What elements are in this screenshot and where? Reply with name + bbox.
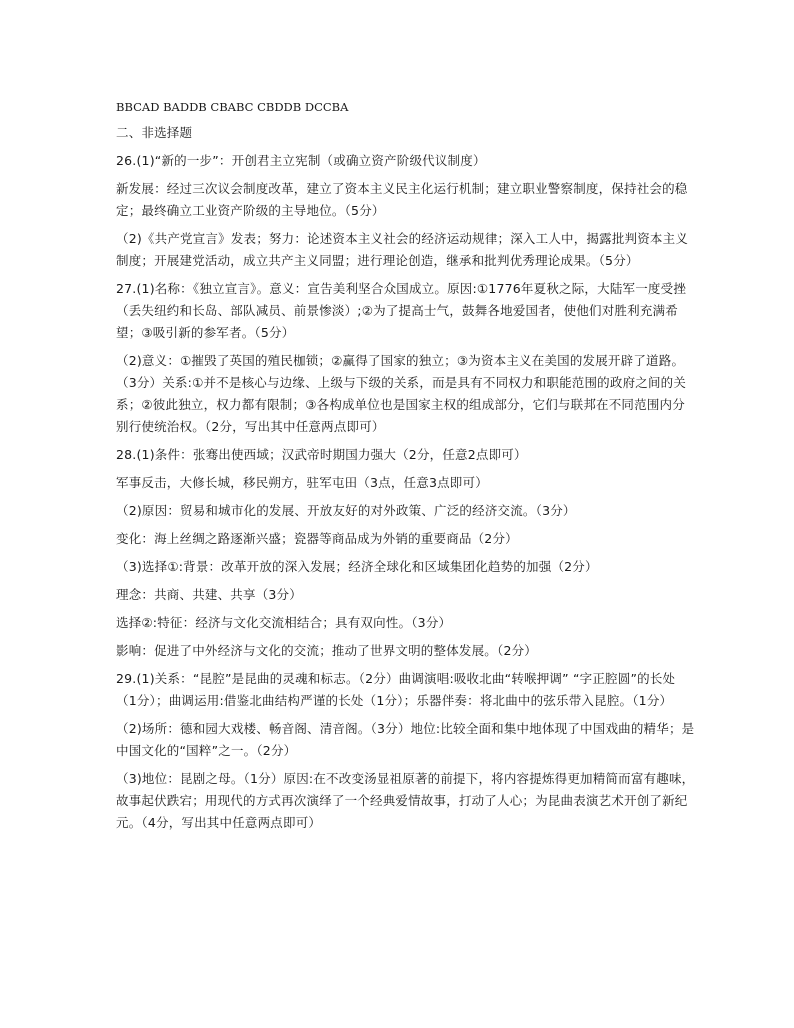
section-heading: 二、非选择题: [116, 125, 193, 140]
answer-key-content: [116, 96, 696, 840]
answer-paragraph: 变化：海上丝绸之路逐渐兴盛；瓷器等商品成为外销的重要商品（2分）: [116, 531, 518, 546]
answer-paragraph: 28.(1)条件：张骞出使西域；汉武帝时期国力强大（2分，任意2点即可）: [116, 447, 527, 462]
answer-paragraph: 29.(1)关系：“昆腔”是昆曲的灵魂和标志。（2分）曲调演唱:吸收北曲“转喉押调” “字正腔圆”的长处（1分）；曲调运用:借鉴北曲结构严谨的长处（1分）；乐器伴奏：将北曲中的弦乐带入昆腔。（1分）: [116, 671, 676, 708]
answer-paragraph: 选择②:特征：经济与文化交流相结合；具有双向性。（3分）: [116, 615, 452, 630]
answer-paragraph: 26.(1)“新的一步”：开创君主立宪制（或确立资产阶级代议制度）: [116, 153, 486, 168]
answer-paragraph: 新发展：经过三次议会制度改革，建立了资本主义民主化运行机制；建立职业警察制度，保持社会的稳定；最终确立工业资产阶级的主导地位。（5分）: [116, 181, 688, 218]
answer-paragraph: 军事反击，大修长城，移民朔方，驻军屯田（3点，任意3点即可）: [116, 475, 488, 490]
answer-paragraph: （3)地位：昆剧之母。（1分）原因:在不改变汤显祖原著的前提下，将内容提炼得更加精简而富有趣味，故事起伏跌宕；用现代的方式再次演绎了一个经典爱情故事，打动了人心；为昆曲表演艺术开创了新纪元。（4分，写出其中任意两点即可）: [116, 771, 695, 830]
answer-paragraph: 理念：共商、共建、共享（3分）: [116, 587, 302, 602]
answer-paragraph: （2)意义：①摧毁了英国的殖民枷锁；②赢得了国家的独立；③为资本主义在美国的发展开辟了道路。（3分）关系:①并不是核心与边缘、上级与下级的关系，而是具有不同权力和职能范围的政府之间的关系；②彼此独立，权力都有限制；③各构成单位也是国家主权的组成部分，它们与联邦在不同范围内分别行使统治权。（2分，写出其中任意两点即可）: [116, 353, 687, 434]
answer-paragraph: （2)原因：贸易和城市化的发展、开放友好的对外政策、广泛的经济交流。（3分）: [116, 503, 576, 518]
answer-paragraph: 影响：促进了中外经济与文化的交流；推动了世界文明的整体发展。（2分）: [116, 643, 538, 658]
answer-paragraph: （2)场所：德和园大戏楼、畅音阁、清音阁。（3分）地位:比较全面和集中地体现了中国戏曲的精华；是中国文化的“国粹”之一。（2分）: [116, 721, 695, 758]
answer-paragraph: （3)选择①:背景：改革开放的深入发展；经济全球化和区域集团化趋势的加强（2分）: [116, 559, 598, 574]
choice-answers: BBCAD BADDB CBABC CBDDB DCCBA: [116, 100, 349, 114]
answer-paragraph: 27.(1)名称：《独立宣言》。意义：宣告美利坚合众国成立。原因:①1776年夏秋之际，大陆军一度受挫（丢失纽约和长岛、部队减员、前景惨淡）;②为了提高士气，鼓舞各地爱国者，使他们对胜利充满希望；③吸引新的参军者。（5分）: [116, 281, 687, 340]
answer-paragraph: （2)《共产党宣言》发表；努力：论述资本主义社会的经济运动规律；深入工人中，揭露批判资本主义制度；开展建党活动，成立共产主义同盟；进行理论创造，继承和批判优秀理论成果。（5分）: [116, 231, 689, 268]
